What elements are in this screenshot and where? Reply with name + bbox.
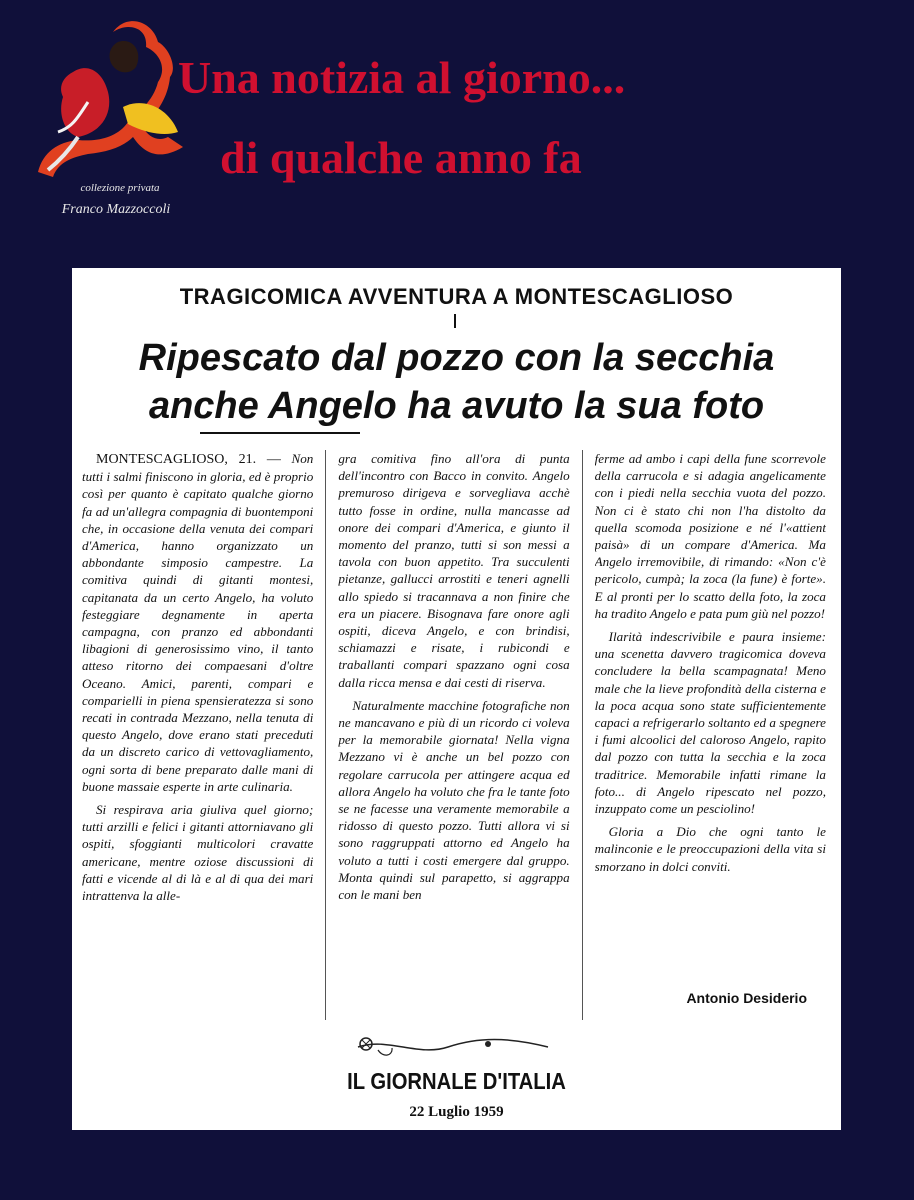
paragraph: ferme ad ambo i capi della fune scorrevole della carrucola e si adagia angelicamente con i piedi nella secchia vuota del pozzo. Non ci è stato chi non l'ha distolto da quella scomoda posizione e né l'«attient paisà» di un compare d'America. Ma Angelo irremovibile, di rimando: «Non c'è pericolo, cumpà; la zoca (la fune) è forte». E al pronti per lo scatto della foto, la zoca ha tradito Angelo e pata pum giù nel pozzo! <box>594 451 826 621</box>
column-divider <box>325 450 326 1020</box>
column-divider <box>582 450 583 1020</box>
paragraph: Naturalmente macchine fotografiche non ne mancavano e più di un ricordo ci voleva per la memorabile giornata! Nella vigna Mezzano vi è anche un bel pozzo con regolare carrucola per attingere acqua ed allora Angelo ha voluto che fra le tante foto se ne facesse una veramente memorabile a ridosso di questo pozzo. Tutti allora vi si sono raggruppati attorno ed Angelo ha voluto a tutti i costi emergere dal gruppo. Monta quindi sul parapetto, si aggrappa con le mani ben <box>338 697 570 903</box>
article-dateline: MONTESCAGLIOSO, 21. — <box>96 452 281 467</box>
flower-ornament-icon <box>348 1032 558 1062</box>
page-headline-line-2: di qualche anno fa <box>220 132 582 183</box>
article-kicker: TRAGICOMICA AVVENTURA A MONTESCAGLIOSO <box>179 284 734 309</box>
paragraph: Si respirava aria giuliva quel giorno; tutti arzilli e felici i gitanti attorniavano gli ospiti, sfoggianti multicolori cravatte americane, mentre oziose discussioni di fatti e vicende al di là e al di qua dei mari intrattenva la alle- <box>82 802 314 904</box>
paragraph: Gloria a Dio che ogni tanto le malinconie e le preoccupazioni della vita si smorzano in dolci conviti. <box>594 824 826 874</box>
article-column-1 <box>82 450 313 1020</box>
article-column-3 <box>595 450 826 1020</box>
credit-line-2: Franco Mazzoccoli <box>61 202 171 217</box>
paragraph: Ilarità indescrivibile e paura insieme: una scenetta davvero tragicomica doveva concludere la bella scampagnata! Meno male che la lieve profondità della cisterna e la poca acqua sono state sufficientemente capaci a refrigerarlo soltanto ed a spegnere i fumi alcoolici del caloroso Angelo, rapito dal pozzo con tutta la secchia e la zoca traditrice. Memorabile infatti rimane la foto... di Angelo ripescato nel pozzo, inzuppato come un pesciolino! <box>594 629 826 817</box>
paragraph: Non tutti i salmi finiscono in gloria, ed è proprio così per quanto è capitato qualche giorno fa ad un'allegra compagnia di buontemponi che, in occasione della venuta dei compari d'America, hanno organizzato un abbondante simposio campestre. La comitiva quindi di gitanti montesi, capitanata da un certo Angelo, ha voluto festeggiare degnamente in aperta campagna, con pranzo ed abbondanti libagioni di generosissimo vino, il tanto atteso ritorno dei compaesani d'oltre Oceano. Amici, parenti, compari e comparielli in piena spensieratezza si sono recati in contrada Mezzano, nella tenuta di questo Angelo, dove erano stati preceduti da un discreto carico di vettovagliamento, ogni sorta di bene preparato dalle mani di buone massaie esperte in arte culinaria. <box>82 451 314 794</box>
paragraph: gra comitiva fino all'ora di punta dell'incontro con Bacco in convito. Angelo premuroso dirigeva e sorvegliava acchè tutto fosse in ordine, nulla mancasse ad onore dei compari d'America, e giunto il momento del pranzo, tutti si son messi a tavola con buon appetito. Tra succulenti pietanze, gallucci arrostiti e teneri agnelli allo spiedo si tracannava a non finire che era un piacere. Bisognava fare onore agli ospiti, diceva Angelo, e con brindisi, schiamazzi e risate, i rubicondi e traballanti compari spazzano ogni cosa dalla ricca mensa e dai cesti di riserva. <box>338 451 570 690</box>
credit-line-1: collezione privata <box>80 182 160 194</box>
newspaper-name: IL GIORNALE D'ITALIA <box>347 1068 566 1094</box>
title-underline <box>200 432 360 434</box>
article-byline: Antonio Desiderio <box>686 990 807 1006</box>
article-title-line-2: anche Angelo ha avuto la sua foto <box>148 385 765 427</box>
dancer-logo-icon <box>18 12 198 227</box>
article-columns <box>82 450 826 1020</box>
kicker-divider <box>454 314 456 328</box>
article-column-2 <box>338 450 569 1020</box>
publication-date: 22 Luglio 1959 <box>409 1104 504 1120</box>
article-title-line-1: Ripescato dal pozzo con la secchia <box>138 337 775 379</box>
page-headline-line-1: Una notizia al giorno... <box>178 52 626 103</box>
newspaper-clipping <box>72 268 841 1130</box>
